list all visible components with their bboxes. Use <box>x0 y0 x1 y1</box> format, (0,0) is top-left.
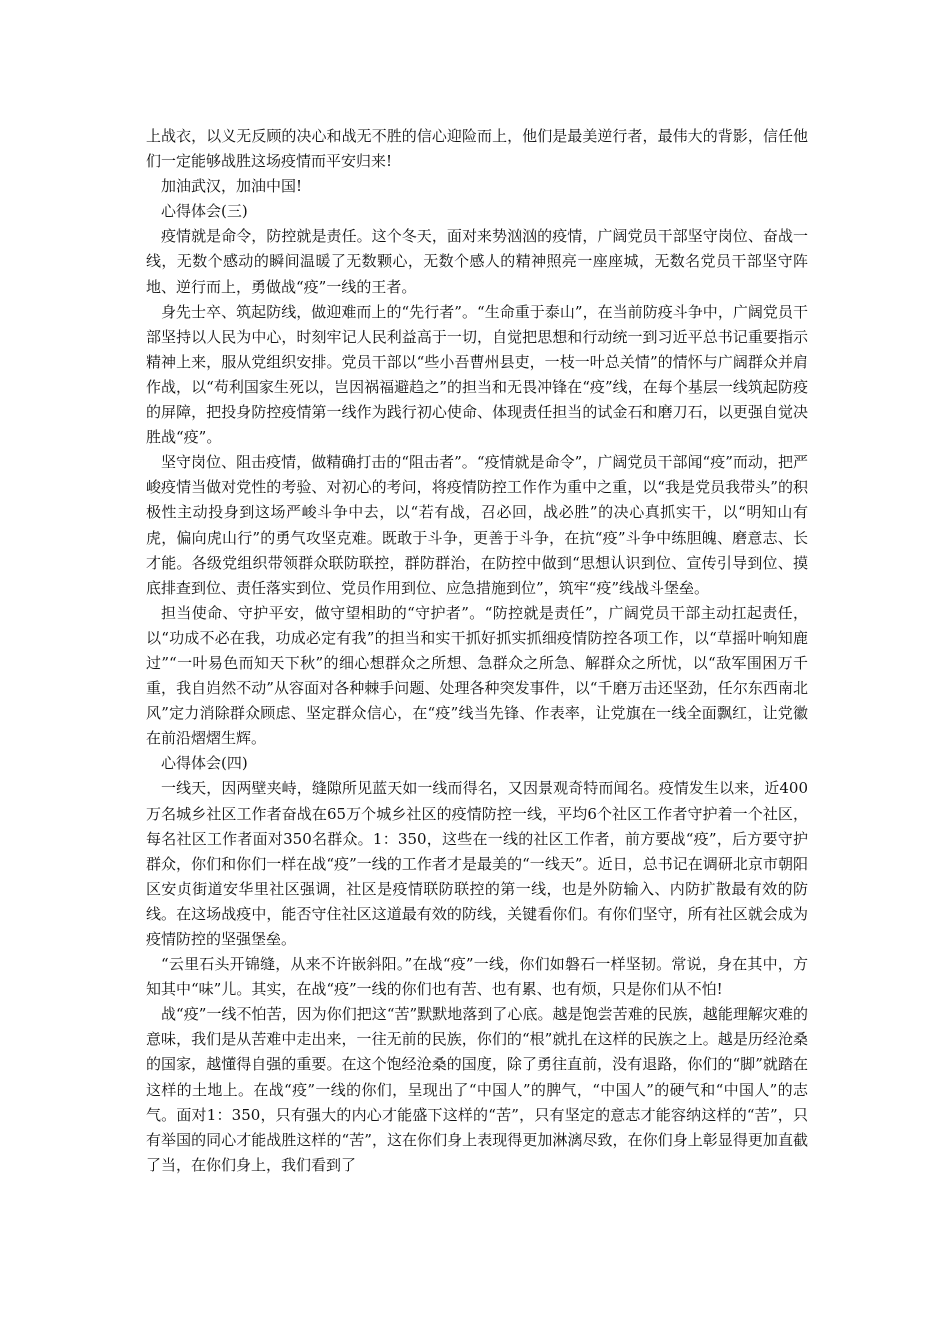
paragraph: 身先士卒、筑起防线，做迎难而上的“先行者”。“生命重于泰山”，在当前防疫斗争中，广阔党员干部坚持以人民为中心，时刻牢记人民利益高于一切，自觉把思想和行动统一到习近平总书记重要指示精神上来，服从党组织安排。党员干部以“些小吾曹州县吏，一枝一叶总关情”的情怀与广阔群众并肩作战，以“苟利国家生死以，岂因祸福避趋之”的担当和无畏冲锋在“疫”线，在每个基层一线筑起防疫的屏障，把投身防控疫情第一线作为践行初心使命、体现责任担当的试金石和磨刀石，以更强自觉决胜战“疫”。 <box>146 302 808 447</box>
paragraph: 一线天，因两壁夹峙，缝隙所见蓝天如一线而得名，又因景观奇特而闻名。疫情发生以来，近400万名城乡社区工作者奋战在65万个城乡社区的疫情防控一线，平均6个社区工作者守护着一个社区，每名社区工作者面对350名群众。1：350，这些在一线的社区工作者，前方要战“疫”，后方要守护群众，你们和你们一样在战“疫”一线的工作者才是最美的“一线天”。近日，总书记在调研北京市朝阳区安贞街道安华里社区强调，社区是疫情联防联控的第一线，也是外防输入、内防扩散最有效的防线。在这场战疫中，能否守住社区这道最有效的防线，关键看你们。有你们坚守，所有社区就会成为疫情防控的坚强堡垒。 <box>146 779 808 948</box>
paragraph: 战“疫”一线不怕苦，因为你们把这“苦”默默地落到了心底。越是饱尝苦难的民族，越能理解灾难的意味，我们是从苦难中走出来，一往无前的民族，你们的“根”就扎在这样的民族之上。越是历经沧桑的国家，越懂得自强的重要。在这个饱经沧桑的国度，除了勇往直前，没有退路，你们的“脚”就踏在这样的土地上。在战“疫”一线的你们，呈现出了“中国人”的脾气，“中国人”的硬气和“中国人”的志气。面对1：350，只有强大的内心才能盛下这样的“苦”，只有坚定的意志才能容纳这样的“苦”，只有举国的同心才能战胜这样的“苦”，这在你们身上表现得更加淋漓尽致，在你们身上彰显得更加直截了当，在你们身上，我们看到了 <box>146 1005 808 1174</box>
paragraph: “云里石头开锦缝，从来不许嵌斜阳。”在战“疫”一线，你们如磐石一样坚韧。常说，身在其中，方知其中“味”儿。其实，在战“疫”一线的你们也有苦、也有累、也有烦，只是你们从不怕! <box>146 955 808 999</box>
document-body <box>146 124 808 1178</box>
paragraph: 担当使命、守护平安，做守望相助的“守护者”。“防控就是责任”，广阔党员干部主动扛起责任，以“功成不必在我，功成必定有我”的担当和实干抓好抓实抓细疫情防控各项工作，以“草摇叶响知鹿过”“一叶易色而知天下秋”的细心想群众之所想、急群众之所急、解群众之所忧，以“敌军围困万千重，我自岿然不动”从容面对各种棘手问题、处理各种突发事件，以“千磨万击还坚劲，任尔东西南北风”定力消除群众顾虑、坚定群众信心，在“疫”线当先锋、作表率，让党旗在一线全面飘红，让党徽在前沿熠熠生辉。 <box>146 603 808 748</box>
paragraph-cheer: 加油武汉，加油中国! <box>161 177 303 196</box>
paragraph: 疫情就是命令，防控就是责任。这个冬天，面对来势汹汹的疫情，广阔党员干部坚守岗位、奋战一线，无数个感动的瞬间温暖了无数颗心，无数个感人的精神照亮一座座城，无数名党员干部坚守阵地、逆行而上，勇做战“疫”一线的王者。 <box>146 227 808 296</box>
section-heading-4: 心得体会(四) <box>161 754 248 773</box>
section-heading-3: 心得体会(三) <box>161 202 248 221</box>
paragraph-continued: 上战衣，以义无反顾的决心和战无不胜的信心迎险而上，他们是最美逆行者，最伟大的背影，信任他们一定能够战胜这场疫情而平安归来! <box>146 127 808 171</box>
paragraph: 坚守岗位、阻击疫情，做精确打击的“阻击者”。“疫情就是命令”，广阔党员干部闻“疫”而动，把严峻疫情当做对党性的考验、对初心的考问，将疫情防控工作作为重中之重，以“我是党员我带头”的积极性主动投身到这场严峻斗争中去，以“若有战，召必回，战必胜”的决心真抓实干，以“明知山有虎，偏向虎山行”的勇气攻坚克难。既敢于斗争，更善于斗争，在抗“疫”斗争中练胆魄、磨意志、长才能。各级党组织带领群众联防联控，群防群治，在防控中做到“思想认识到位、宣传引导到位、摸底排查到位、责任落实到位、党员作用到位、应急措施到位”，筑牢“疫”线战斗堡垒。 <box>146 453 808 597</box>
